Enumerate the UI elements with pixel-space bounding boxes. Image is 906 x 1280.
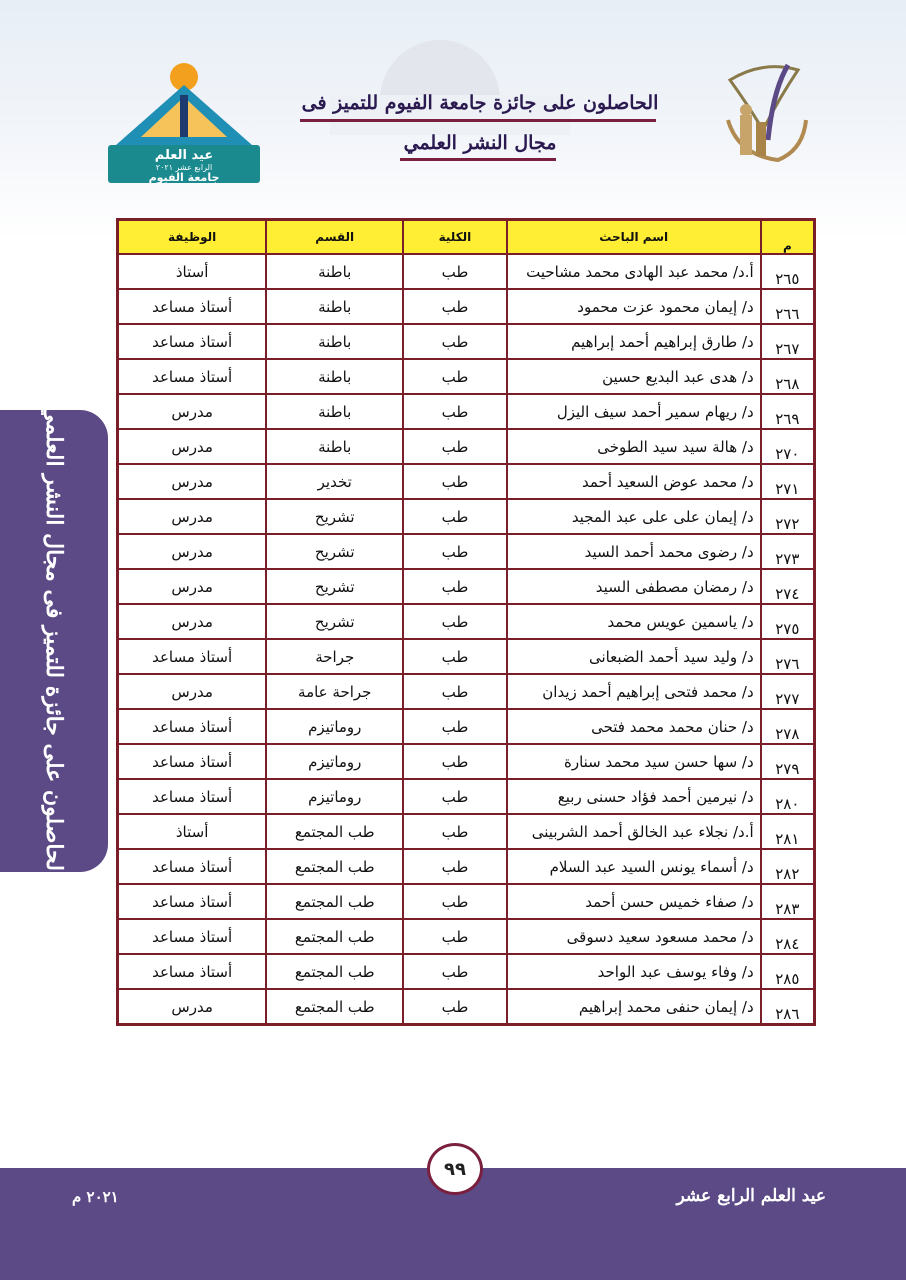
row-faculty: طب xyxy=(403,744,507,779)
row-num: ٢٧٣ xyxy=(761,534,815,569)
table-row xyxy=(118,919,815,954)
row-name: د/ إيمان حنفى محمد إبراهيم xyxy=(507,989,761,1025)
row-job: مدرس xyxy=(118,429,267,464)
header-job: الوظيفة xyxy=(118,220,267,255)
row-dept: طب المجتمع xyxy=(266,814,403,849)
row-faculty: طب xyxy=(403,779,507,814)
row-dept: باطنة xyxy=(266,324,403,359)
row-faculty: طب xyxy=(403,639,507,674)
header-name: اسم الباحث xyxy=(507,220,761,255)
row-dept: روماتيزم xyxy=(266,779,403,814)
row-num: ٢٦٩ xyxy=(761,394,815,429)
row-faculty: طب xyxy=(403,954,507,989)
row-num: ٢٨٤ xyxy=(761,919,815,954)
row-dept: باطنة xyxy=(266,394,403,429)
footer-event: عيد العلم الرابع عشر xyxy=(676,1186,826,1206)
row-dept: جراحة xyxy=(266,639,403,674)
winners-table xyxy=(116,218,816,1026)
row-num: ٢٨٠ xyxy=(761,779,815,814)
row-job: أستاذ مساعد xyxy=(118,884,267,919)
row-dept: طب المجتمع xyxy=(266,989,403,1025)
header-faculty: الكلية xyxy=(403,220,507,255)
row-job: مدرس xyxy=(118,569,267,604)
row-faculty: طب xyxy=(403,499,507,534)
row-name: د/ ريهام سمير أحمد سيف اليزل xyxy=(507,394,761,429)
row-num: ٢٧٨ xyxy=(761,709,815,744)
row-dept: تشريح xyxy=(266,499,403,534)
row-dept: باطنة xyxy=(266,359,403,394)
row-name: د/ نيرمين أحمد فؤاد حسنى ربيع xyxy=(507,779,761,814)
page-number: ٩٩ xyxy=(427,1143,483,1195)
row-dept: طب المجتمع xyxy=(266,849,403,884)
row-num: ٢٦٨ xyxy=(761,359,815,394)
row-job: مدرس xyxy=(118,499,267,534)
row-name: د/ هدى عبد البديع حسين xyxy=(507,359,761,394)
table-row xyxy=(118,989,815,1025)
title-underline xyxy=(400,158,556,161)
row-dept: طب المجتمع xyxy=(266,954,403,989)
row-name: د/ محمد فتحى إبراهيم أحمد زيدان xyxy=(507,674,761,709)
row-num: ٢٧٩ xyxy=(761,744,815,779)
row-faculty: طب xyxy=(403,814,507,849)
row-faculty: طب xyxy=(403,919,507,954)
row-job: مدرس xyxy=(118,394,267,429)
table-row xyxy=(118,849,815,884)
header-num: م xyxy=(761,220,815,255)
row-name: د/ حنان محمد محمد فتحى xyxy=(507,709,761,744)
table-row xyxy=(118,359,815,394)
row-job: مدرس xyxy=(118,674,267,709)
row-faculty: طب xyxy=(403,394,507,429)
row-dept: تشريح xyxy=(266,569,403,604)
header-dept: القسم xyxy=(266,220,403,255)
row-faculty: طب xyxy=(403,289,507,324)
row-dept: طب المجتمع xyxy=(266,884,403,919)
table-row xyxy=(118,604,815,639)
footer-year: ٢٠٢١ م xyxy=(72,1188,119,1206)
row-faculty: طب xyxy=(403,254,507,289)
row-job: مدرس xyxy=(118,534,267,569)
row-name: أ.د/ نجلاء عبد الخالق أحمد الشربينى xyxy=(507,814,761,849)
page-title-line1: الحاصلون على جائزة جامعة الفيوم للتميز فى xyxy=(301,92,659,114)
row-job: أستاذ مساعد xyxy=(118,324,267,359)
row-dept: تشريح xyxy=(266,534,403,569)
logo-line2: الرابع عشر ٢٠٢١ xyxy=(155,163,213,172)
table-row xyxy=(118,954,815,989)
table-row xyxy=(118,744,815,779)
row-num: ٢٨٢ xyxy=(761,849,815,884)
row-faculty: طب xyxy=(403,989,507,1025)
row-faculty: طب xyxy=(403,709,507,744)
side-tab xyxy=(0,404,108,878)
row-num: ٢٧١ xyxy=(761,464,815,499)
row-job: مدرس xyxy=(118,464,267,499)
row-dept: روماتيزم xyxy=(266,744,403,779)
row-name: د/ رمضان مصطفى السيد xyxy=(507,569,761,604)
row-name: د/ رضوى محمد أحمد السيد xyxy=(507,534,761,569)
row-faculty: طب xyxy=(403,464,507,499)
row-name: د/ هالة سيد سيد الطوخى xyxy=(507,429,761,464)
table-row xyxy=(118,674,815,709)
row-name: د/ صفاء خميس حسن أحمد xyxy=(507,884,761,919)
table-row xyxy=(118,394,815,429)
row-faculty: طب xyxy=(403,429,507,464)
row-num: ٢٨٦ xyxy=(761,989,815,1025)
row-dept: تخدير xyxy=(266,464,403,499)
table-row xyxy=(118,254,815,289)
row-job: أستاذ xyxy=(118,254,267,289)
row-faculty: طب xyxy=(403,569,507,604)
row-faculty: طب xyxy=(403,359,507,394)
row-job: مدرس xyxy=(118,604,267,639)
row-faculty: طب xyxy=(403,324,507,359)
row-name: د/ وليد سيد أحمد الضبعانى xyxy=(507,639,761,674)
table-row xyxy=(118,429,815,464)
row-num: ٢٨٣ xyxy=(761,884,815,919)
row-num: ٢٧٧ xyxy=(761,674,815,709)
row-num: ٢٧٥ xyxy=(761,604,815,639)
table-row xyxy=(118,639,815,674)
event-logo-icon xyxy=(96,55,271,185)
row-dept: طب المجتمع xyxy=(266,919,403,954)
row-num: ٢٨١ xyxy=(761,814,815,849)
row-num: ٢٧٢ xyxy=(761,499,815,534)
row-name: د/ سها حسن سيد محمد سنارة xyxy=(507,744,761,779)
row-faculty: طب xyxy=(403,884,507,919)
table-row xyxy=(118,779,815,814)
table-row xyxy=(118,814,815,849)
row-num: ٢٦٧ xyxy=(761,324,815,359)
row-num: ٢٨٥ xyxy=(761,954,815,989)
table-row xyxy=(118,499,815,534)
row-job: أستاذ مساعد xyxy=(118,849,267,884)
row-name: د/ وفاء يوسف عبد الواحد xyxy=(507,954,761,989)
row-name: د/ محمد عوض السعيد أحمد xyxy=(507,464,761,499)
side-tab-text: الحاصلون على جائزة للتميز فى مجال النشر العلمي xyxy=(41,404,68,878)
row-dept: باطنة xyxy=(266,289,403,324)
university-logo-icon xyxy=(718,60,808,170)
row-job: أستاذ مساعد xyxy=(118,919,267,954)
table-row xyxy=(118,569,815,604)
row-job: أستاذ مساعد xyxy=(118,359,267,394)
row-dept: روماتيزم xyxy=(266,709,403,744)
row-job: أستاذ مساعد xyxy=(118,289,267,324)
row-job: أستاذ xyxy=(118,814,267,849)
row-dept: تشريح xyxy=(266,604,403,639)
logo-line3: جامعة الفيوم xyxy=(148,171,220,184)
row-num: ٢٧٤ xyxy=(761,569,815,604)
table-row xyxy=(118,534,815,569)
row-faculty: طب xyxy=(403,534,507,569)
table-row xyxy=(118,884,815,919)
row-name: د/ ياسمين عويس محمد xyxy=(507,604,761,639)
row-job: أستاذ مساعد xyxy=(118,744,267,779)
table-row xyxy=(118,289,815,324)
row-name: أ.د/ محمد عبد الهادى محمد مشاحيت xyxy=(507,254,761,289)
table-header-row xyxy=(118,220,815,255)
row-job: مدرس xyxy=(118,989,267,1025)
row-faculty: طب xyxy=(403,674,507,709)
table-row xyxy=(118,464,815,499)
row-faculty: طب xyxy=(403,604,507,639)
table-row xyxy=(118,709,815,744)
row-num: ٢٦٥ xyxy=(761,254,815,289)
row-name: د/ محمد مسعود سعيد دسوقى xyxy=(507,919,761,954)
row-name: د/ طارق إبراهيم أحمد إبراهيم xyxy=(507,324,761,359)
row-num: ٢٦٦ xyxy=(761,289,815,324)
row-name: د/ إيمان على على عبد المجيد xyxy=(507,499,761,534)
row-name: د/ إيمان محمود عزت محمود xyxy=(507,289,761,324)
row-job: أستاذ مساعد xyxy=(118,779,267,814)
row-dept: جراحة عامة xyxy=(266,674,403,709)
row-dept: باطنة xyxy=(266,254,403,289)
page-title-line2: مجال النشر العلمي xyxy=(403,132,557,154)
row-job: أستاذ مساعد xyxy=(118,954,267,989)
row-dept: باطنة xyxy=(266,429,403,464)
title-underline xyxy=(300,119,656,122)
row-job: أستاذ مساعد xyxy=(118,639,267,674)
row-num: ٢٧٦ xyxy=(761,639,815,674)
row-name: د/ أسماء يونس السيد عبد السلام xyxy=(507,849,761,884)
row-job: أستاذ مساعد xyxy=(118,709,267,744)
table-row xyxy=(118,324,815,359)
row-faculty: طب xyxy=(403,849,507,884)
logo-line1: عيد العلم xyxy=(154,148,214,163)
row-num: ٢٧٠ xyxy=(761,429,815,464)
